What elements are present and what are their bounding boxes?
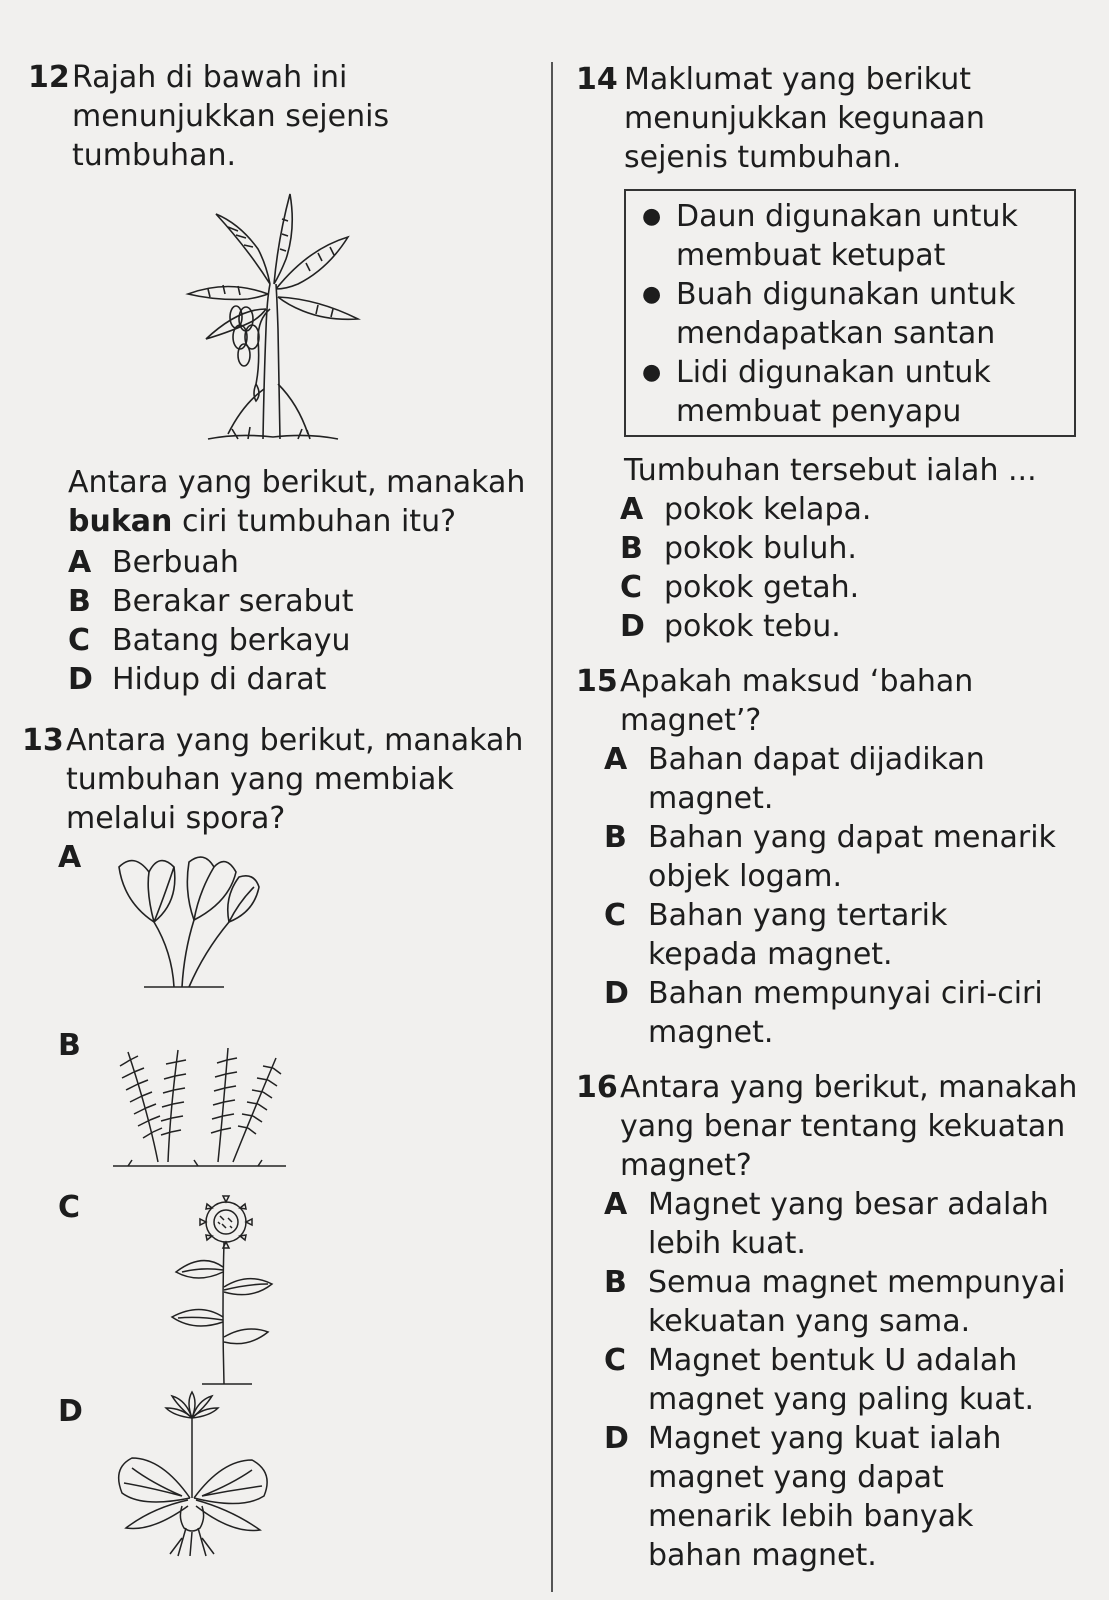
option-b[interactable] [620,529,1086,568]
banana-plant-figure [178,189,538,447]
option-c[interactable] [620,568,1086,607]
option-b[interactable] [22,1028,538,1188]
option-letter: D [620,609,645,644]
sunflower-plant-icon [162,1192,282,1388]
option-text: pokok buluh. [664,531,857,566]
bullet-text: Buah digunakan untuk mendapatkan santan [676,277,1016,351]
question-text: Maklumat yang berikut menunjukkan kegunaan sejenis tumbuhan. [624,62,985,175]
option-a[interactable] [604,1185,1086,1263]
option-text: Magnet yang kuat ialah magnet yang dapat menarik lebih banyak bahan magnet. [648,1421,1002,1573]
option-d[interactable] [620,607,1086,646]
option-letter: B [58,1028,81,1063]
option-d[interactable] [604,1419,1086,1575]
lotus-plant-icon [102,1388,282,1558]
question-number: 16 [576,1070,618,1105]
option-letter: D [604,976,629,1011]
option-text: Hidup di darat [112,662,327,697]
question-number: 13 [22,723,64,758]
banana-plant-icon [178,189,368,447]
prompt-text-end: ciri tumbuhan itu? [181,504,457,539]
option-text: Bahan dapat dijadikan magnet. [648,742,985,816]
bullet-icon: ● [642,282,662,307]
prompt-text-start: Antara yang berikut, manakah [68,465,526,500]
option-a[interactable] [68,543,538,582]
option-letter: C [604,898,627,933]
option-letter: B [620,531,643,566]
question-number: 14 [576,62,618,97]
option-d[interactable] [22,1392,538,1562]
options-list [68,543,538,699]
option-letter: A [68,545,92,580]
option-text: Bahan mempunyai ciri-ciri magnet. [648,976,1043,1050]
option-letter: D [58,1394,83,1429]
options-list [604,740,1086,1052]
option-text: Batang berkayu [112,623,351,658]
option-b[interactable] [604,818,1086,896]
option-d[interactable] [604,974,1086,1052]
option-text: pokok kelapa. [664,492,872,527]
question-15 [576,662,1086,1052]
option-d[interactable] [68,660,538,699]
question-14 [576,60,1086,646]
question-text: Rajah di bawah ini menunjukkan sejenis tumbuhan. [72,60,390,173]
option-letter: C [620,570,643,605]
option-letter: A [604,742,628,777]
left-column [22,58,538,1562]
info-bullet [638,197,1064,275]
option-letter: A [620,492,644,527]
option-letter: B [604,1265,627,1300]
bullet-icon: ● [642,360,662,385]
question-number: 15 [576,664,618,699]
question-16 [576,1068,1086,1575]
options-list [620,490,1086,646]
question-number: 12 [28,60,70,95]
option-letter: C [68,623,91,658]
option-letter: A [604,1187,628,1222]
info-box [624,189,1076,437]
option-a[interactable] [22,838,538,1028]
info-bullet [638,353,1064,431]
option-a[interactable] [620,490,1086,529]
right-column [576,60,1086,1575]
option-text: Semua magnet mempunyai kekuatan yang sama. [648,1265,1066,1339]
question-prompt: Tumbuhan tersebut ialah ... [624,453,1037,488]
option-letter: B [604,820,627,855]
option-text: Bahan yang tertarik kepada magnet. [648,898,948,972]
option-c[interactable] [604,896,1086,974]
bullet-icon: ● [642,204,662,229]
option-b[interactable] [604,1263,1086,1341]
option-letter: D [604,1421,629,1456]
option-text: Magnet yang besar adalah lebih kuat. [648,1187,1049,1261]
bullet-text: Daun digunakan untuk membuat ketupat [676,199,1018,273]
question-prompt [68,463,538,541]
option-b[interactable] [68,582,538,621]
option-text: Magnet bentuk U adalah magnet yang paling kuat. [648,1343,1034,1417]
option-text: Berbuah [112,545,239,580]
options-list [604,1185,1086,1575]
question-12 [28,58,538,699]
option-letter: A [58,840,82,875]
option-letter: D [68,662,93,697]
option-a[interactable] [604,740,1086,818]
option-text: Bahan yang dapat menarik objek logam. [648,820,1056,894]
question-text: Apakah maksud ‘bahan magnet’? [620,664,974,738]
option-letter: B [68,584,91,619]
caladium-plant-icon [114,842,264,992]
option-text: pokok tebu. [664,609,841,644]
option-text: Berakar serabut [112,584,354,619]
option-letter: C [58,1190,81,1225]
question-text: Antara yang berikut, manakah yang benar tentang kekuatan magnet? [620,1070,1078,1183]
fern-plant-icon [108,1032,288,1172]
option-letter: C [604,1343,627,1378]
column-divider [551,62,553,1592]
question-13 [22,721,538,1562]
option-c[interactable] [68,621,538,660]
question-text: Antara yang berikut, manakah tumbuhan yang membiak melalui spora? [66,723,524,836]
bullet-text: Lidi digunakan untuk membuat penyapu [676,355,991,429]
prompt-emphasis: bukan [68,504,173,539]
option-text: pokok getah. [664,570,860,605]
info-bullet [638,275,1064,353]
option-c[interactable] [22,1188,538,1392]
option-c[interactable] [604,1341,1086,1419]
